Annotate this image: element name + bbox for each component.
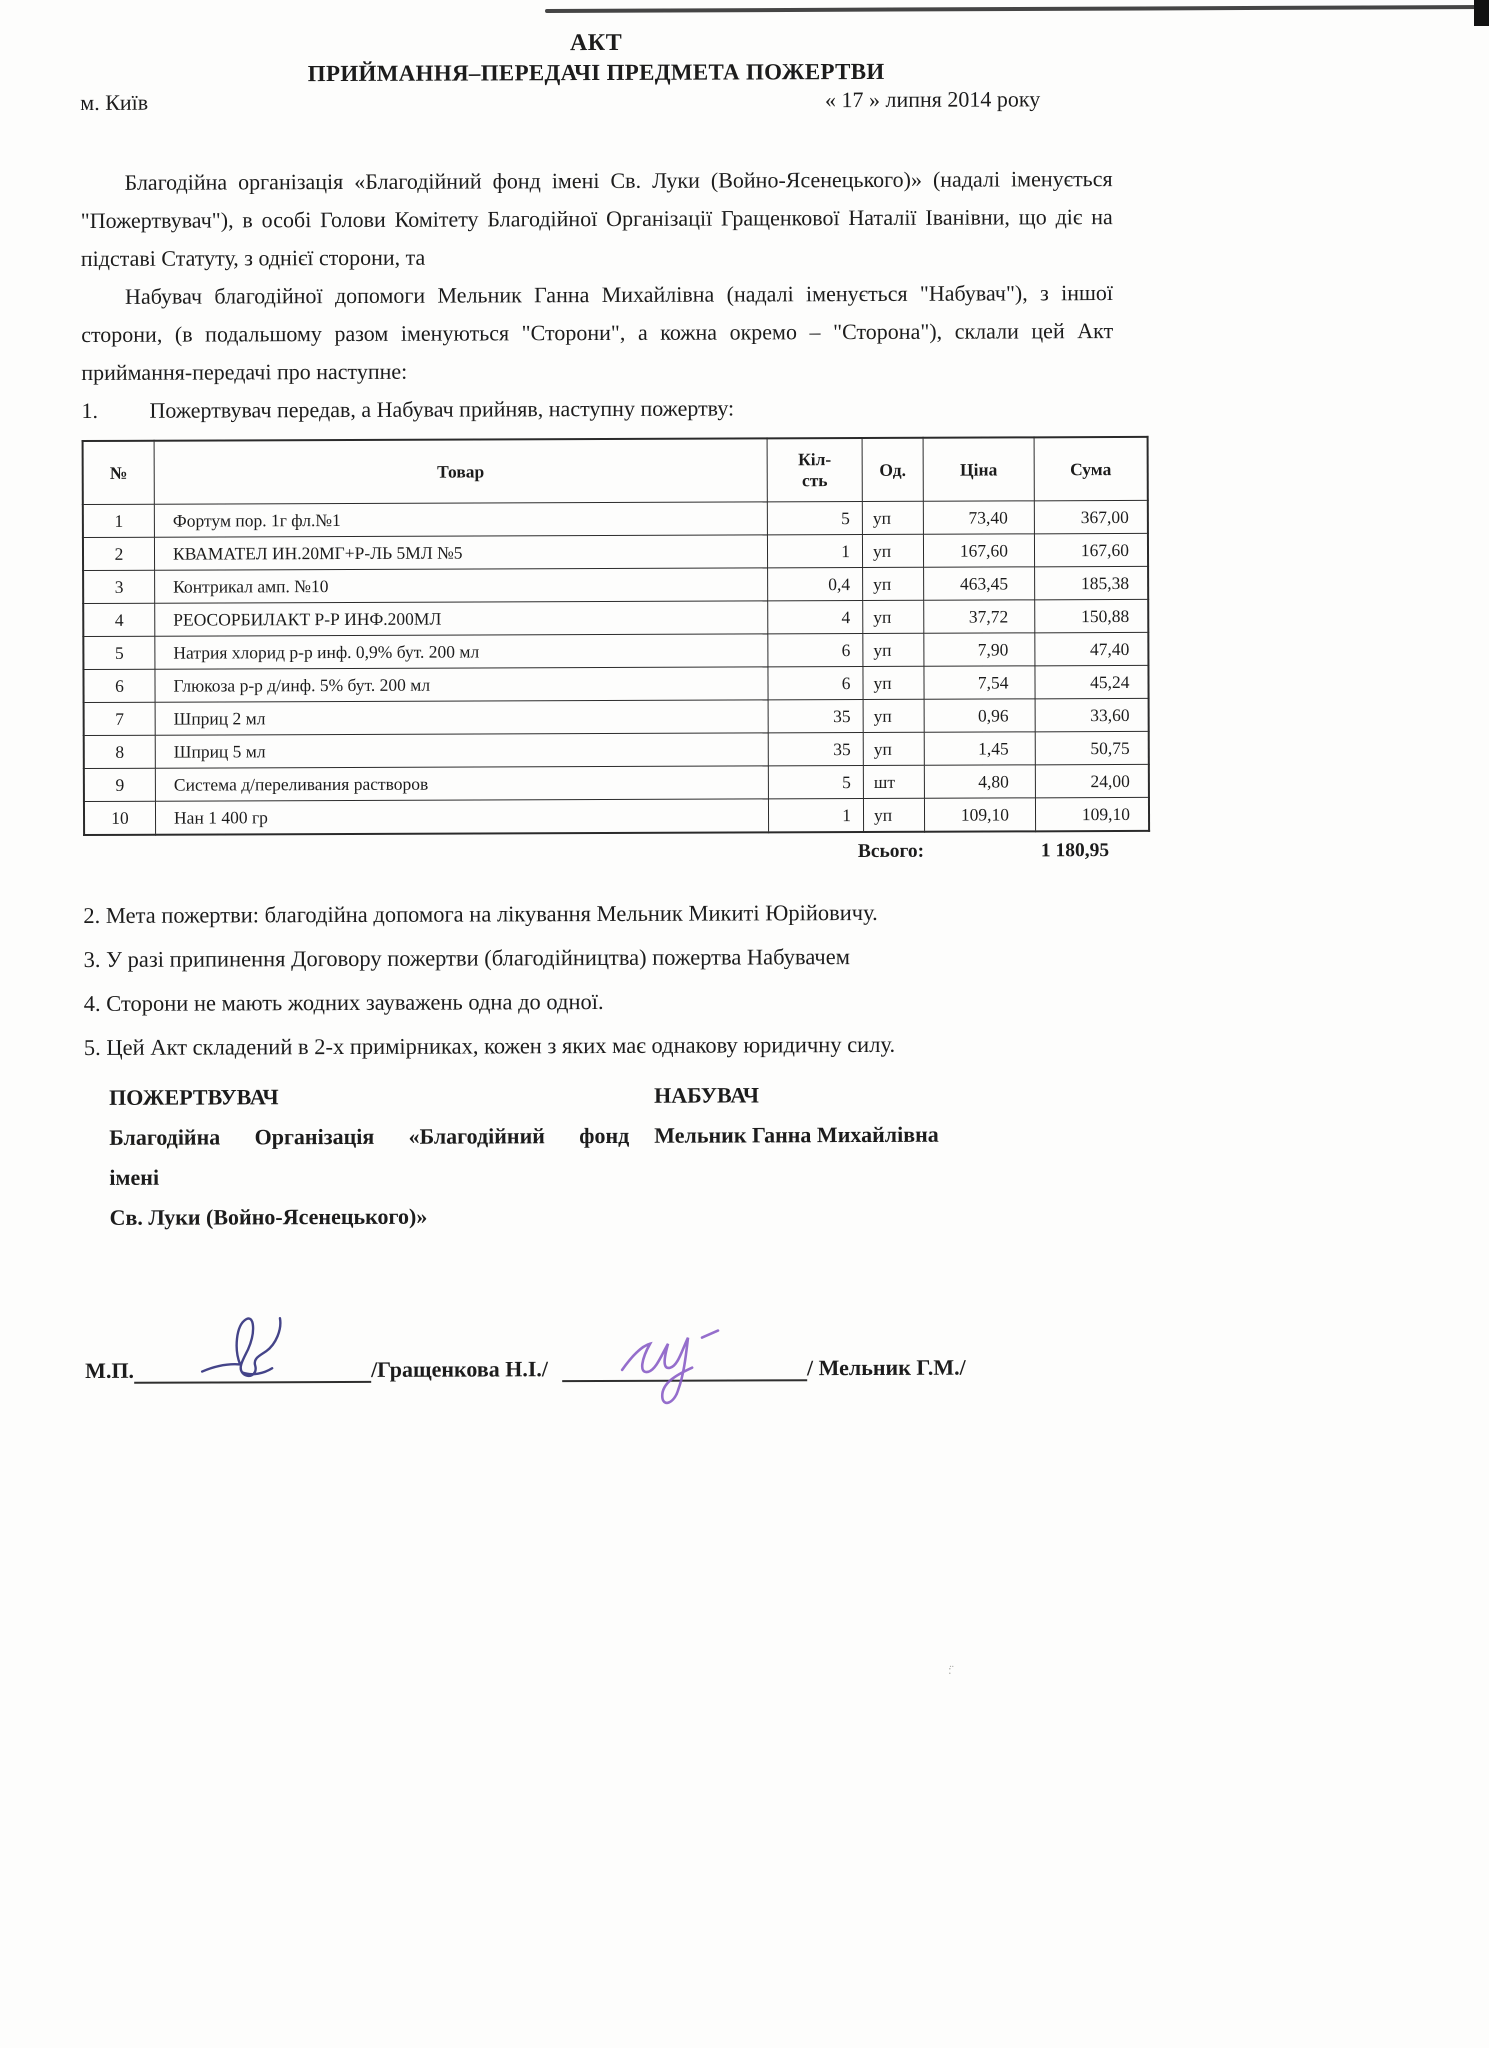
recipient-name: Мельник Ганна Михайлівна xyxy=(654,1121,939,1148)
cell-num: 7 xyxy=(84,702,156,735)
donation-items-table xyxy=(82,436,1151,836)
col-header-unit: Од. xyxy=(862,438,923,502)
document-content xyxy=(80,26,1131,1384)
cell-sum: 109,10 xyxy=(1035,797,1149,831)
table-header-row xyxy=(83,437,1148,505)
cell-qty: 1 xyxy=(768,798,863,832)
clause-2: 2. Мета пожертви: благодійна допомога на лікування Мельник Микиті Юрійовичу. xyxy=(83,899,878,928)
cell-unit: уп xyxy=(863,633,924,666)
cell-unit: уп xyxy=(863,798,924,832)
donor-name-line1: Благодійна Організація «Благодійний фонд xyxy=(109,1122,630,1150)
cell-sum: 167,60 xyxy=(1034,533,1148,566)
cell-price: 109,10 xyxy=(924,798,1035,832)
document-title: АКТ xyxy=(569,29,623,57)
donor-signature-name: /Гращенкова Н.І./ xyxy=(370,1356,549,1382)
clause-1 xyxy=(81,388,1113,430)
cell-sum: 185,38 xyxy=(1035,566,1149,599)
clause-4: 4. Сторони не мають жодних зауважень одна до одної. xyxy=(83,988,604,1016)
table-row xyxy=(84,764,1149,801)
cell-num: 3 xyxy=(83,570,155,603)
cell-unit: уп xyxy=(863,699,924,732)
cell-price: 4,80 xyxy=(924,765,1035,798)
cell-sum: 45,24 xyxy=(1035,665,1149,698)
scan-artifact-mark: :̈ xyxy=(948,1662,953,1677)
cell-num: 1 xyxy=(83,504,155,537)
cell-product: РЕОСОРБИЛАКТ Р-Р ИНФ.200МЛ xyxy=(155,601,768,636)
cell-product: Контрикал амп. №10 xyxy=(155,568,768,603)
parties-block xyxy=(84,1074,1117,1238)
donor-name-line3: Св. Луки (Войно-Ясенецького)» xyxy=(109,1203,428,1230)
table-row xyxy=(84,698,1149,735)
total-row xyxy=(83,840,1109,866)
col-header-product: Товар xyxy=(154,438,767,504)
cell-product: КВАМАТЕЛ ИН.20МГ+Р-ЛЬ 5МЛ №5 xyxy=(154,535,767,570)
recipient-signature-line xyxy=(562,1378,807,1382)
document-subtitle: ПРИЙМАННЯ–ПЕРЕДАЧІ ПРЕДМЕТА ПОЖЕРТВИ xyxy=(307,58,885,87)
table-row xyxy=(83,665,1148,702)
cell-product: Нан 1 400 гр xyxy=(155,799,768,835)
cell-num: 8 xyxy=(84,735,156,768)
cell-price: 7,90 xyxy=(924,633,1035,666)
recipient-signature-ink xyxy=(614,1305,734,1413)
cell-qty: 35 xyxy=(768,732,863,765)
cell-unit: уп xyxy=(863,666,924,699)
cell-num: 10 xyxy=(84,801,156,835)
seal-label: М.П. xyxy=(85,1357,135,1383)
date-label: « 17 » липня 2014 року xyxy=(824,86,1041,113)
cell-price: 463,45 xyxy=(924,567,1035,600)
cell-num: 5 xyxy=(83,636,155,669)
cell-num: 9 xyxy=(84,768,156,801)
scan-corner-mark xyxy=(1474,0,1489,26)
col-header-sum: Сума xyxy=(1034,437,1148,501)
paragraph-donor: Благодійна організація «Благодійний фонд імені Св. Луки (Войно-Ясенецького)» (надалі іменується "Пожертвувач"), в особі Голови Комітету Благодійної Організації Гращенкової Наталії Іванівни, що діє на підставі Статуту, з однієї сторони, та xyxy=(80,166,1113,271)
cell-num: 6 xyxy=(83,669,155,702)
cell-unit: уп xyxy=(863,600,924,633)
cell-qty: 5 xyxy=(768,765,863,798)
table-row xyxy=(83,632,1148,669)
clauses-block xyxy=(83,890,1116,1070)
city-label: м. Київ xyxy=(80,89,149,115)
recipient-signature-name: / Мельник Г.М./ xyxy=(806,1354,966,1381)
cell-sum: 367,00 xyxy=(1034,500,1148,533)
cell-num: 2 xyxy=(83,537,155,570)
col-header-qty: Кіл- сть xyxy=(767,438,862,502)
table-row xyxy=(83,599,1148,636)
clause-5: 5. Цей Акт складений в 2-х примірниках, кожен з яких має однакову юридичну силу. xyxy=(83,1031,896,1060)
table-body xyxy=(83,500,1149,835)
clause-3: 3. У разі припинення Договору пожертви (благодійництва) пожертва Набувачем xyxy=(83,944,850,972)
cell-unit: уп xyxy=(862,534,923,567)
cell-price: 7,54 xyxy=(924,666,1035,699)
table-row xyxy=(83,566,1148,603)
spacer xyxy=(654,1194,1116,1236)
cell-sum: 50,75 xyxy=(1035,731,1149,764)
cell-price: 0,96 xyxy=(924,699,1035,732)
cell-unit: уп xyxy=(863,732,924,765)
cell-qty: 6 xyxy=(768,666,863,699)
clause-1-number: 1. xyxy=(81,397,99,423)
signature-row xyxy=(85,1308,1117,1384)
donor-signature-line xyxy=(134,1380,371,1384)
cell-price: 1,45 xyxy=(924,732,1035,765)
cell-product: Шприц 5 мл xyxy=(155,733,768,768)
cell-product: Глюкоза р-р д/инф. 5% бут. 200 мл xyxy=(155,667,768,702)
cell-product: Система д/переливания растворов xyxy=(155,766,768,801)
donor-name-line2: імені xyxy=(109,1164,160,1190)
table-header xyxy=(83,437,1148,505)
cell-qty: 5 xyxy=(767,501,862,534)
table-row xyxy=(84,731,1149,768)
col-header-num: № xyxy=(83,441,155,505)
cell-price: 73,40 xyxy=(923,501,1034,534)
meta-row xyxy=(80,86,1112,116)
cell-qty: 35 xyxy=(768,699,863,732)
cell-sum: 150,88 xyxy=(1035,599,1149,632)
cell-unit: уп xyxy=(863,567,924,600)
recipient-title: НАБУВАЧ xyxy=(654,1082,760,1108)
spacer xyxy=(654,1154,1116,1196)
cell-price: 167,60 xyxy=(923,534,1034,567)
cell-sum: 33,60 xyxy=(1035,698,1149,731)
clause-1-text: Пожертвувач передав, а Набувач прийняв, наступну пожертву: xyxy=(149,395,735,423)
cell-sum: 24,00 xyxy=(1035,764,1149,797)
cell-qty: 0,4 xyxy=(768,567,863,600)
cell-product: Фортум пор. 1г фл.№1 xyxy=(154,502,767,537)
donor-title: ПОЖЕРТВУВАЧ xyxy=(109,1084,279,1110)
cell-sum: 47,40 xyxy=(1035,632,1149,665)
table-row xyxy=(84,797,1149,835)
donor-signature-ink xyxy=(196,1309,296,1387)
total-value: 1 180,95 xyxy=(1040,840,1110,862)
cell-product: Натрия хлорид р-р инф. 0,9% бут. 200 мл xyxy=(155,634,768,669)
cell-unit: уп xyxy=(862,501,923,534)
cell-unit: шт xyxy=(863,765,924,798)
scan-edge-line xyxy=(545,5,1489,13)
cell-num: 4 xyxy=(83,603,155,636)
total-label: Всього: xyxy=(857,840,925,863)
cell-price: 37,72 xyxy=(924,600,1035,633)
table-row xyxy=(83,533,1148,570)
cell-qty: 1 xyxy=(767,534,862,567)
cell-qty: 4 xyxy=(768,600,863,633)
col-header-price: Ціна xyxy=(923,437,1034,501)
table-row xyxy=(83,500,1148,537)
cell-qty: 6 xyxy=(768,633,863,666)
paragraph-recipient: Набувач благодійної допомоги Мельник Ганна Михайлівна (надалі іменується "Набувач"), з іншої сторони, (в подальшому разом іменуються "Сторони", а кожна окремо – "Сторона"), склали цей Акт приймання-передачі про наступне: xyxy=(81,280,1114,385)
cell-product: Шприц 2 мл xyxy=(155,700,768,735)
